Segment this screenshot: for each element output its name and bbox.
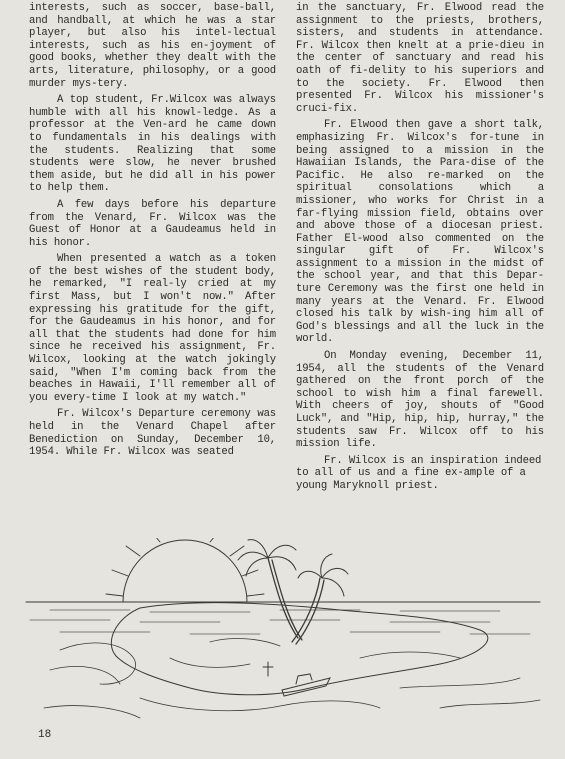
paragraph-watch: When presented a watch as a token of the best wishes of the student body, he remarked, "I real-ly cried at my first Mass, but I won't now." After expressing his gratitude for the gift, for the Gaudeamus in his honor, and for all that the students had done for him since he received his assignment, Fr. Wilcox, looking at the watch jokingly said, "When I'm coming back from the beaches in Hawaii, I'll remember all of you every-time I look at my watch." bbox=[29, 253, 276, 404]
left-column bbox=[29, 2, 276, 463]
palm-tree-right bbox=[292, 578, 324, 644]
sun-rays bbox=[106, 538, 264, 596]
paragraph-interests: interests, such as soccer, base-ball, and handball, at which he was a star player, but also his intel-lectual interests, such as his en-joyment of good books, whether they dealt with the arts, literature, philosophy, or a good murder mys-tery. bbox=[29, 2, 276, 90]
palm-fronds-right bbox=[298, 554, 348, 596]
sun bbox=[123, 540, 247, 602]
tropical-island-illustration bbox=[20, 538, 550, 724]
palm-fronds-left bbox=[238, 540, 296, 576]
paragraph-departure-ceremony: Fr. Wilcox's Departure ceremony was held in the Venard Chapel after Benediction on Sunday, December 10, 1954. While Fr. Wilcox was seated bbox=[29, 408, 276, 459]
page-number: 18 bbox=[38, 729, 52, 741]
shore-swirls bbox=[44, 639, 540, 718]
paragraph-inspiration: Fr. Wilcox is an inspiration indeed to all of us and a fine ex-ample of a young Maryknoll priest. bbox=[296, 454, 542, 492]
right-column bbox=[296, 2, 544, 497]
island-outline bbox=[111, 603, 488, 695]
paragraph-gaudeamus: A few days before his departure from the Venard, Fr. Wilcox was the Guest of Honor at a Gaudeamus held in his honor. bbox=[29, 198, 276, 249]
paragraph-farewell: On Monday evening, December 11, 1954, all the students of the Venard gathered on the front porch of the school to wish him a final farewell. With cheers of joy, shouts of "Good Luck", and "Hip, hip, hip, hurray," the students saw Fr. Wilcox off to his mission life. bbox=[296, 350, 544, 451]
paragraph-sanctuary: in the sanctuary, Fr. Elwood read the assignment to the priests, brothers, sisters, and students in attendance. Fr. Wilcox then knelt at a prie-dieu in the center of sanctuary and read his oath of fi-delity to his superiors and to the society. Fr. Elwood then presented Fr. Wilcox his missioner's cruci-fix. bbox=[296, 2, 544, 115]
palm-tree-left bbox=[268, 558, 302, 640]
paragraph-short-talk: Fr. Elwood then gave a short talk, emphasizing Fr. Wilcox's for-tune in being assigned to a mission in the Hawaiian Islands, the Para-dise of the Pacific. He also re-marked on the spiritual consolations which a missioner, who works for Christ in a far-flying mission field, obtains over and above those of a diocesan priest. Father El-wood also commented on the singular gift of Fr. Wilcox's assignment to a mission in the midst of the school year, and that this Depar-ture Ceremony was the first one held in many years at the Venard. Fr. Elwood closed his talk by wish-ing him all of God's blessings and all the luck in the world. bbox=[296, 119, 544, 346]
paragraph-top-student: A top student, Fr.Wilcox was always humble with all his knowl-ledge. As a professor at the Ven-ard he came down to fundamentals in his dealings with the students. Realizing that some students were slow, he never brushed them aside, but he did all in his power to help them. bbox=[29, 94, 276, 195]
cross-marker bbox=[263, 662, 273, 676]
water-lines bbox=[30, 610, 530, 634]
